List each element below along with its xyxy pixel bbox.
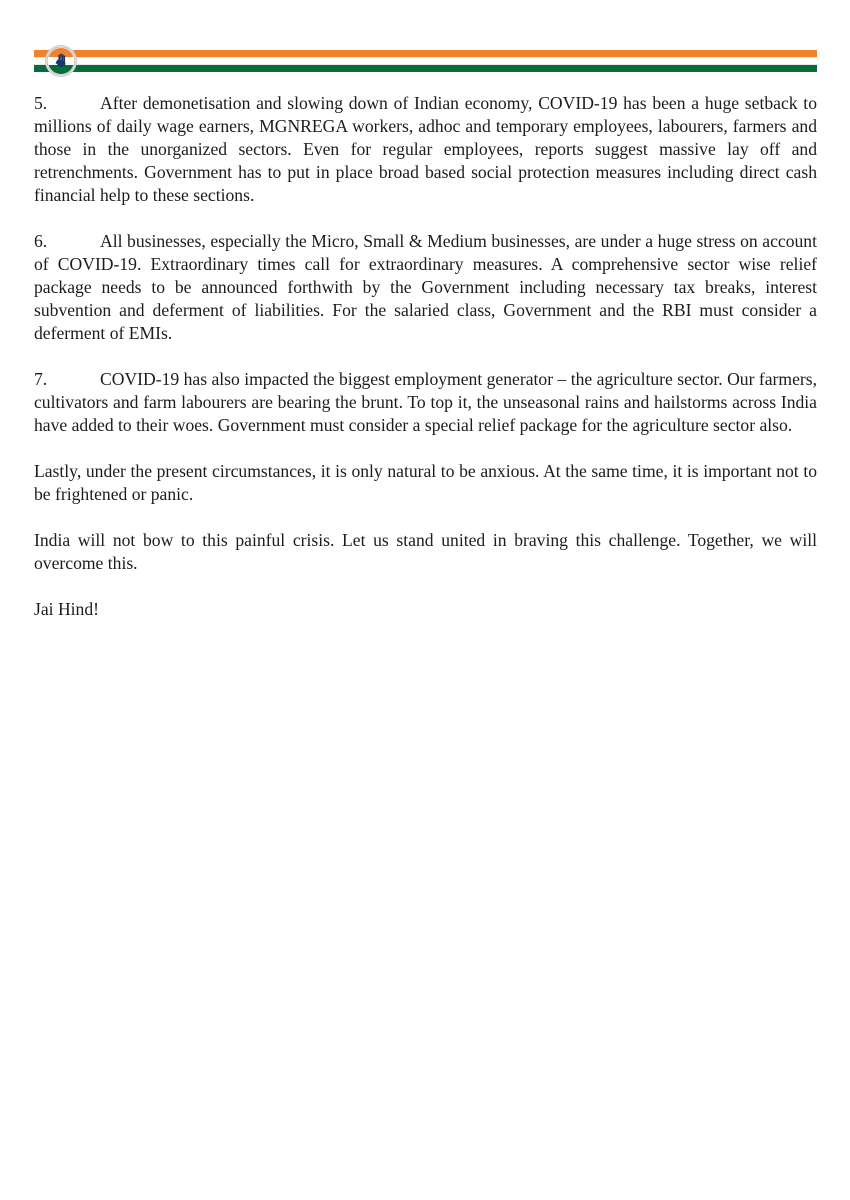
saffron-stripe: [34, 50, 817, 57]
paragraph-5: [34, 92, 817, 207]
paragraph-lastly: [34, 460, 817, 506]
paragraph-number: 7.: [34, 369, 48, 389]
paragraph-number: 5.: [34, 93, 48, 113]
letterhead-header: [34, 50, 817, 72]
paragraph-unity: [34, 529, 817, 575]
paragraph-text: After demonetisation and slowing down of Indian economy, COVID-19 has been a huge setback to millions of daily wage earners, MGNREGA workers, adhoc and temporary employees, labourers, farmers and those in the unorganized sectors. Even for regular employees, reports suggest massive lay off and retrenchments. Government has to put in place broad based social protection measures including direct cash financial help to these sections.: [34, 93, 817, 205]
paragraph-text: All businesses, especially the Micro, Small & Medium businesses, are under a huge stress on account of COVID-19. Extraordinary times call for extraordinary measures. A comprehensive sector wise relief package needs to be announced forthwith by the Government including necessary tax breaks, interest subvention and deferment of liabilities. For the salaried class, Government and the RBI must consider a deferment of EMIs.: [34, 231, 817, 343]
paragraph-6: [34, 230, 817, 345]
paragraph-number: 6.: [34, 231, 48, 251]
white-stripe: [34, 57, 817, 66]
closing-line: [34, 598, 817, 621]
congress-tricolor-flag-icon: [46, 46, 76, 76]
page-content: [34, 50, 817, 621]
tricolor-band: [34, 50, 817, 72]
paragraph-text: COVID-19 has also impacted the biggest employment generator – the agriculture sector. Our farmers, cultivators and farm labourers are bearing the brunt. To top it, the unseasonal rains and hailstorms across India have added to their woes. Government must consider a special relief package for the agriculture sector also.: [34, 369, 817, 435]
paragraph-text: Lastly, under the present circumstances, it is only natural to be anxious. At the same time, it is important not to be frightened or panic.: [34, 461, 817, 504]
green-stripe: [34, 65, 817, 72]
paragraph-7: [34, 368, 817, 437]
letter-body: [34, 92, 817, 621]
paragraph-text: Jai Hind!: [34, 599, 99, 619]
paragraph-text: India will not bow to this painful crisis. Let us stand united in braving this challenge. Together, we will overcome this.: [34, 530, 817, 573]
